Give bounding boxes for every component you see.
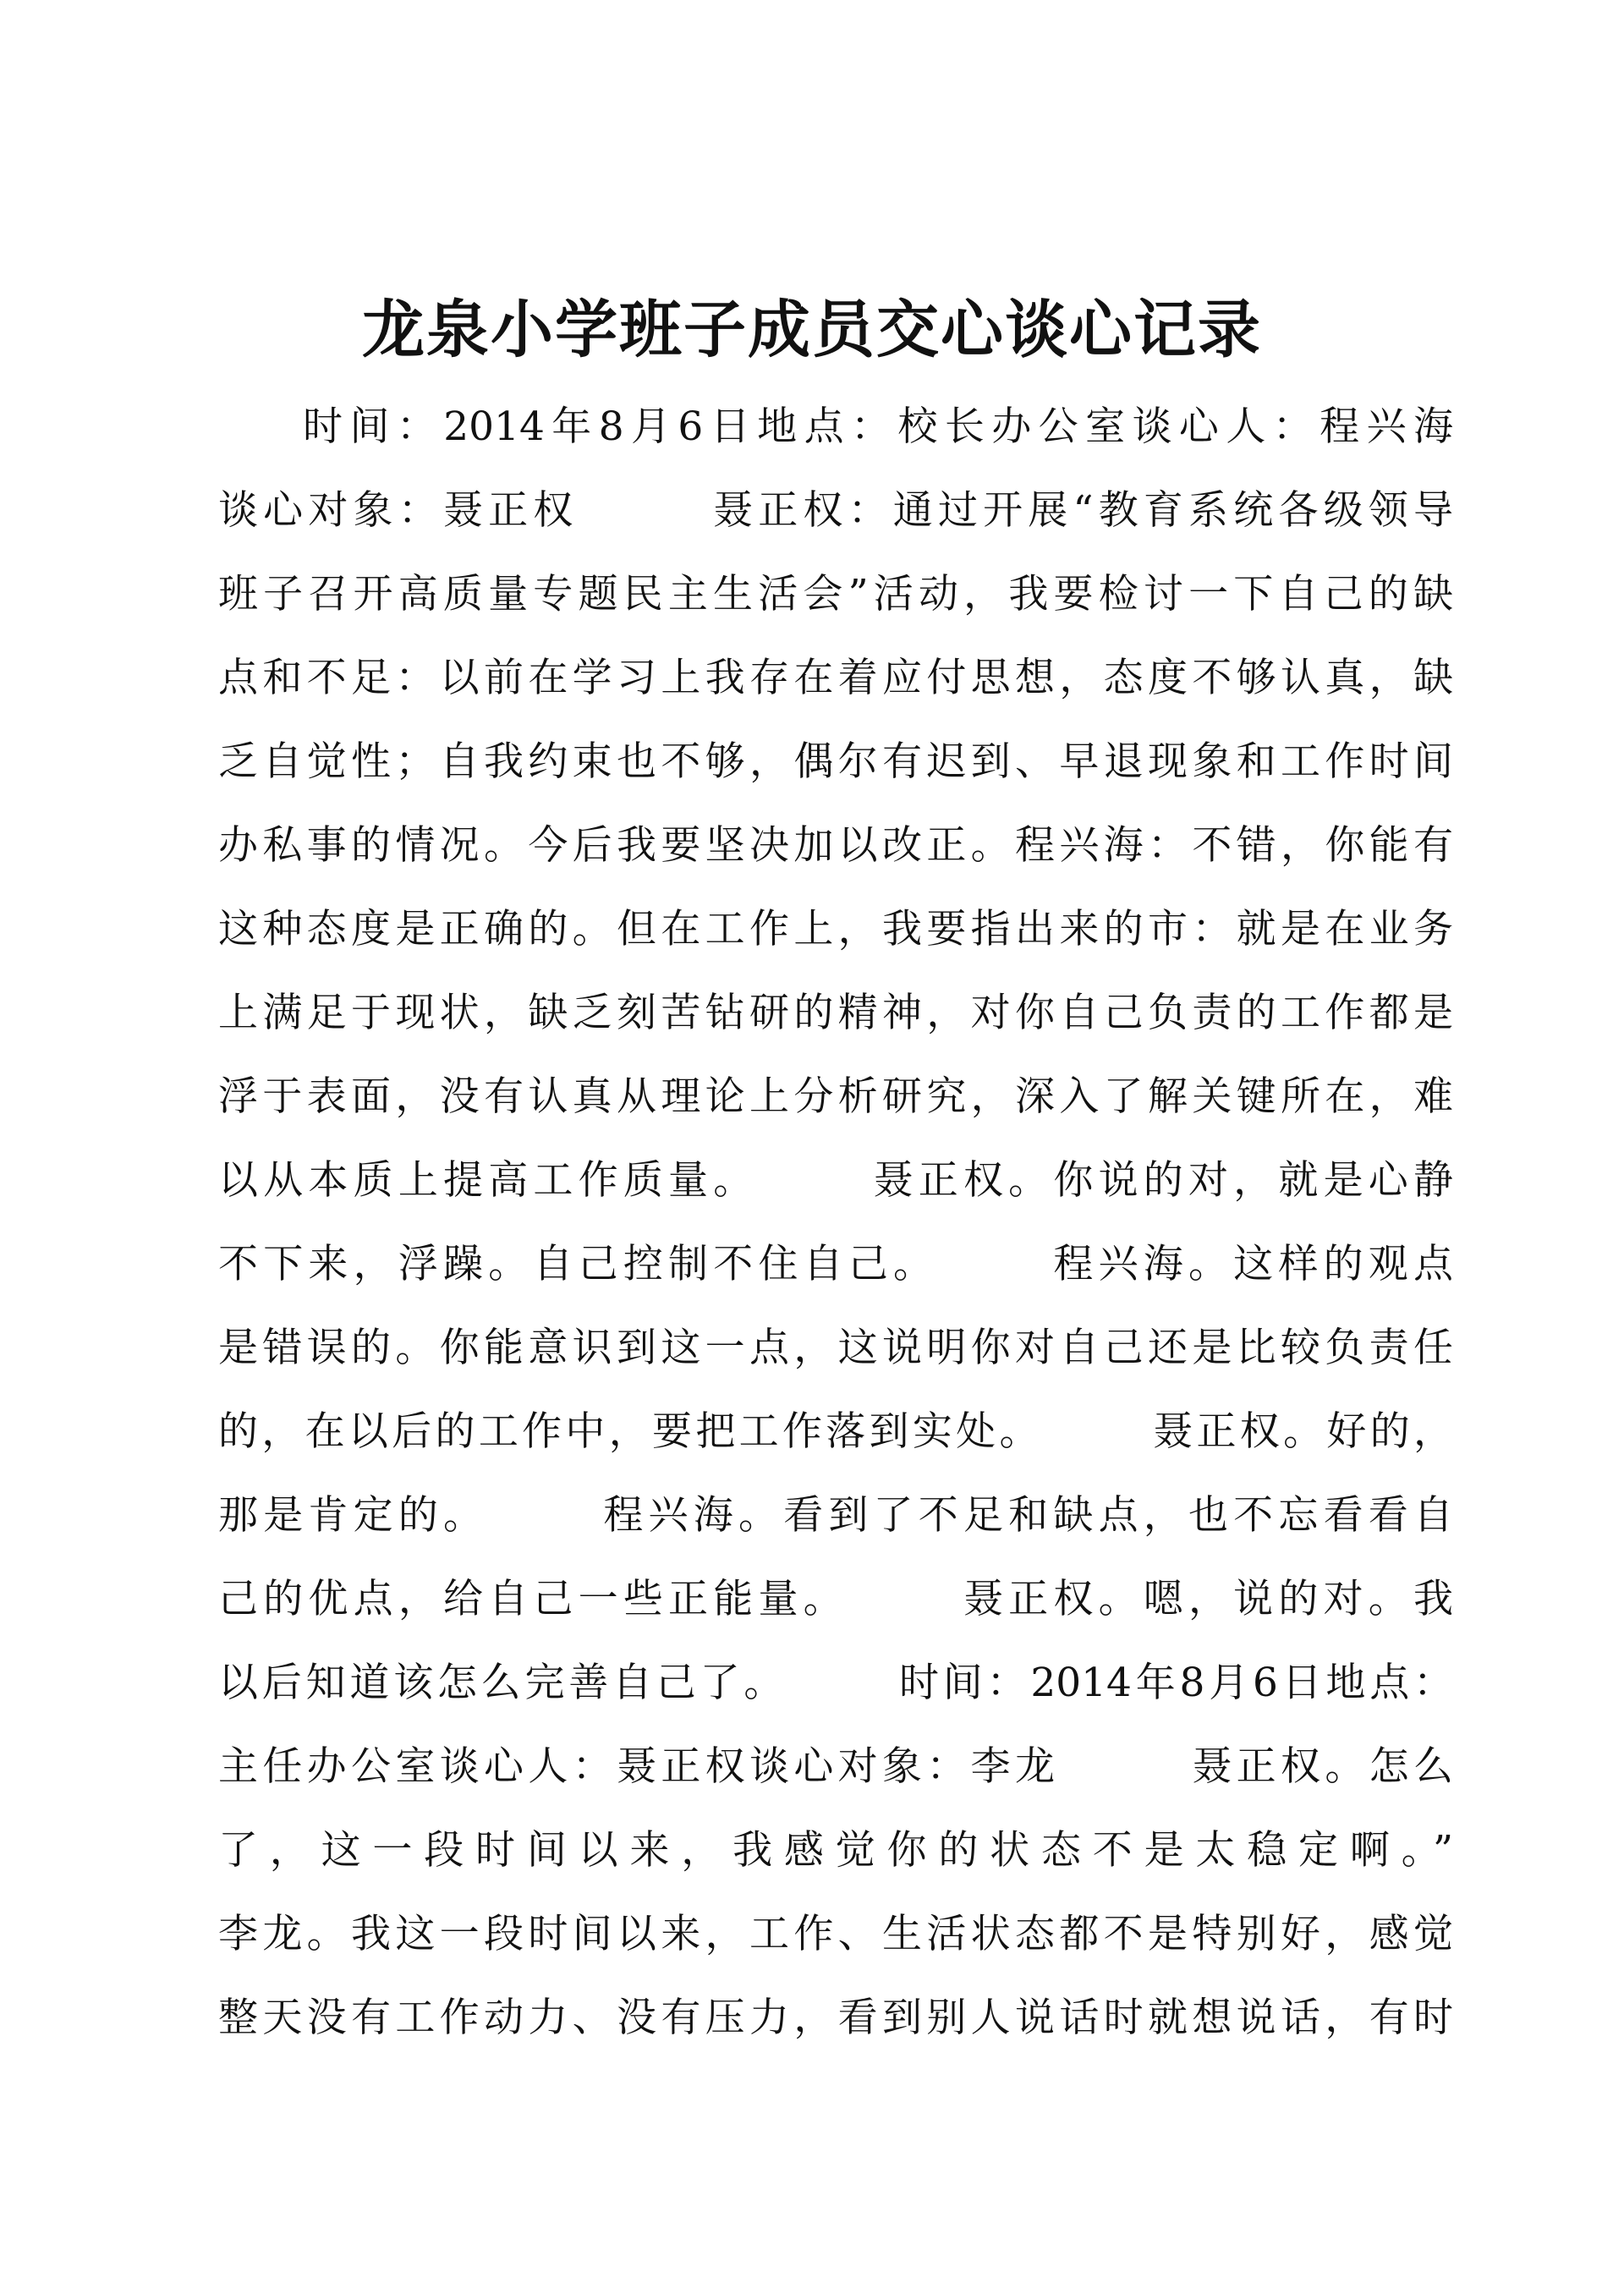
body-line: 己的优点，给自己一些正能量。 聂正权。嗯，说的对。我 [218, 1576, 1453, 1622]
body-line: 以从本质上提高工作质量。 聂正权。你说的对，就是心静 [218, 1157, 1453, 1204]
body-line: 这种态度是正确的。但在工作上，我要指出来的市：就是在业务 [218, 906, 1453, 952]
body-line: 不下来，浮躁。自己控制不住自己。 程兴海。这样的观点 [218, 1241, 1453, 1287]
body-line: 那是肯定的。 程兴海。看到了不足和缺点，也不忘看看自 [218, 1492, 1453, 1539]
body-line: 办私事的情况。今后我要坚决加以改正。程兴海：不错，你能有 [218, 822, 1453, 869]
body-line: 谈心对象：聂正权 聂正权：通过开展“教育系统各级领导 [218, 487, 1453, 534]
body-line: 整天没有工作动力、没有压力，看到别人说话时就想说话，有时 [218, 1995, 1453, 2041]
body-line: 李龙。我这一段时间以来，工作、生活状态都不是特别好，感觉 [218, 1911, 1453, 1957]
body-line: 乏自觉性；自我约束也不够，偶尔有迟到、早退现象和工作时间 [218, 738, 1453, 785]
body-line: 是错误的。你能意识到这一点，这说明你对自己还是比较负责任 [218, 1325, 1453, 1371]
body-line: 了，这一段时间以来，我感觉你的状态不是太稳定啊。” [218, 1827, 1453, 1874]
document-body [218, 385, 1453, 2060]
body-line: 以后知道该怎么完善自己了。 时间：2014年8月6日地点： [218, 1660, 1453, 1706]
body-line: 班子召开高质量专题民主生活会”活动，我要检讨一下自己的缺 [218, 571, 1453, 617]
body-line: 的，在以后的工作中，要把工作落到实处。 聂正权。好的， [218, 1408, 1453, 1455]
body-line: 点和不足：以前在学习上我存在着应付思想，态度不够认真，缺 [218, 655, 1453, 701]
body-line: 上满足于现状，缺乏刻苦钻研的精神，对你自己负责的工作都是 [218, 990, 1453, 1036]
body-line: 时间：2014年8月6日地点：校长办公室谈心人：程兴海 [303, 403, 1453, 450]
body-line: 浮于表面，没有认真从理论上分析研究，深入了解关键所在，难 [218, 1073, 1453, 1120]
document-title: 龙泉小学班子成员交心谈心记录 [362, 294, 1262, 366]
body-line: 主任办公室谈心人：聂正权谈心对象：李龙 聂正权。怎么 [218, 1743, 1453, 1790]
